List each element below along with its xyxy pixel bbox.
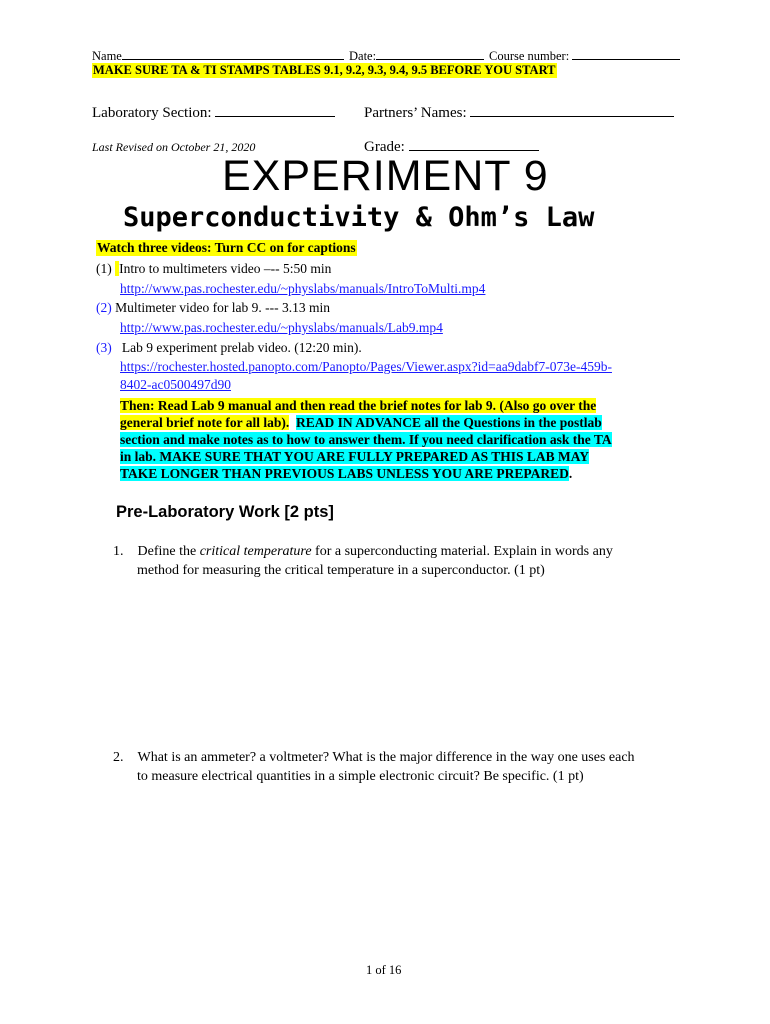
video-1-text: Intro to multimeters video –-- 5:50 min xyxy=(119,261,332,276)
answer-area-2[interactable] xyxy=(137,800,677,950)
instructions-line-2a: general brief note for all lab). xyxy=(120,415,290,430)
instructions-line-1: Then: Read Lab 9 manual and then read the brief notes for lab 9. (Also go over the xyxy=(120,398,597,413)
question-1-text-c: method for measuring the critical temperature in a superconductor. (1 pt) xyxy=(137,563,545,578)
video-2-text: Multimeter video for lab 9. --- 3.13 min xyxy=(115,300,330,315)
video-item-2 xyxy=(96,300,330,316)
videos-heading: Watch three videos: Turn CC on for captions xyxy=(97,240,356,255)
question-2-text-a: What is an ammeter? a voltmeter? What is the major difference in the way one uses each xyxy=(137,750,635,765)
stamp-notice: MAKE SURE TA & TI STAMPS TABLES 9.1, 9.2, 9.3, 9.4, 9.5 BEFORE YOU START xyxy=(93,63,556,77)
grade-blank[interactable] xyxy=(409,138,539,151)
date-blank[interactable] xyxy=(376,47,484,60)
name-field xyxy=(92,47,344,64)
name-blank[interactable] xyxy=(122,47,344,60)
course-label: Course number: xyxy=(489,49,570,63)
question-2-text-b: to measure electrical quantities in a simple electronic circuit? Be specific. (1 pt) xyxy=(137,769,584,784)
question-2-number: 2. xyxy=(113,750,124,765)
question-1-text-b: for a superconducting material. Explain in words any xyxy=(311,544,613,559)
instructions-line-4: in lab. MAKE SURE THAT YOU ARE FULLY PREPARED AS THIS LAB MAY xyxy=(120,449,589,464)
question-1-term: critical temperature xyxy=(199,544,312,559)
instructions-line-3: section and make notes as to how to answer them. If you need clarification ask the TA xyxy=(120,432,612,447)
instructions-line-2b: READ IN ADVANCE all the Questions in the postlab xyxy=(295,415,602,430)
video-item-3 xyxy=(96,340,362,356)
experiment-title: EXPERIMENT 9 xyxy=(222,152,549,200)
partners-label: Partners’ Names: xyxy=(364,105,467,121)
name-label: Name xyxy=(92,49,122,63)
video-item-1 xyxy=(96,261,331,277)
video-3-link-line2[interactable]: 8402-ac0500497d90 xyxy=(120,377,231,392)
lab-section-blank[interactable] xyxy=(215,104,335,117)
video-2-link[interactable]: http://www.pas.rochester.edu/~physlabs/manuals/Lab9.mp4 xyxy=(120,320,443,335)
video-3-text: Lab 9 experiment prelab video. (12:20 min). xyxy=(121,340,362,355)
course-field xyxy=(489,47,680,64)
video-1-number: (1) xyxy=(96,261,112,276)
prelab-heading: Pre-Laboratory Work [2 pts] xyxy=(116,503,334,521)
instructions-line-5: TAKE LONGER THAN PREVIOUS LABS UNLESS YOU ARE PREPARED xyxy=(120,466,569,481)
lab-section-field xyxy=(92,104,335,122)
video-3-link-line1[interactable]: https://rochester.hosted.panopto.com/Panopto/Pages/Viewer.aspx?id=aa9dabf7-073e-459b- xyxy=(120,359,612,374)
grade-label: Grade: xyxy=(364,139,405,155)
video-2-number: (2) xyxy=(96,300,112,315)
experiment-subtitle: Superconductivity & Ohm’s Law xyxy=(123,202,595,233)
date-label: Date: xyxy=(349,49,377,63)
question-2 xyxy=(113,748,693,786)
question-1-number: 1. xyxy=(113,544,124,559)
course-blank[interactable] xyxy=(572,47,680,60)
lab-section-label: Laboratory Section: xyxy=(92,105,212,121)
instructions-line-5-end: . xyxy=(568,466,573,481)
instructions-block xyxy=(120,397,680,482)
question-1 xyxy=(113,542,693,580)
partners-blank[interactable] xyxy=(470,104,674,117)
video-3-number: (3) xyxy=(96,340,112,355)
answer-area-1[interactable] xyxy=(137,590,677,730)
partners-field xyxy=(364,104,674,122)
video-1-link[interactable]: http://www.pas.rochester.edu/~physlabs/manuals/IntroToMulti.mp4 xyxy=(120,281,486,296)
question-1-text-a: Define the xyxy=(137,544,200,559)
revised-date: Last Revised on October 21, 2020 xyxy=(92,140,256,154)
page-number: 1 of 16 xyxy=(366,963,402,977)
date-field xyxy=(349,47,484,64)
